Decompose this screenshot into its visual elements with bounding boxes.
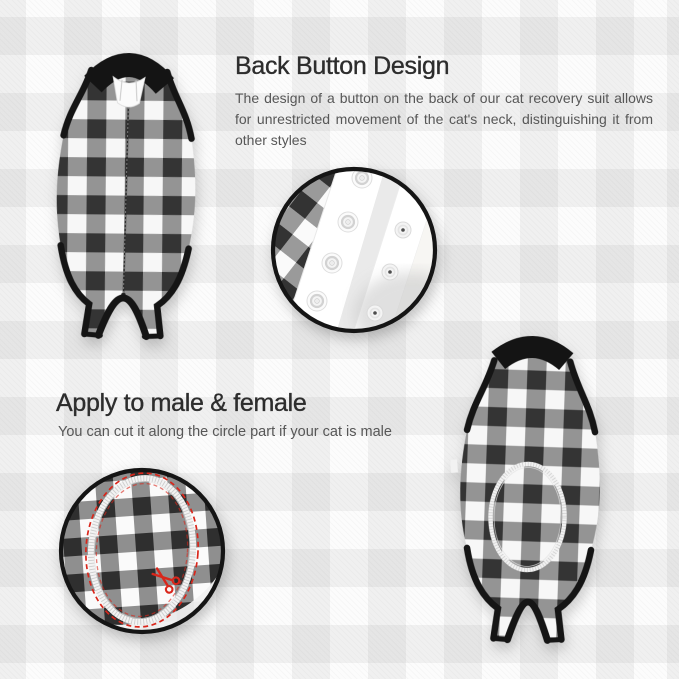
front-suit-body	[53, 53, 199, 338]
snap-button	[395, 222, 411, 238]
snap-button	[307, 291, 327, 311]
gingham-fabric	[58, 467, 226, 635]
snap-button	[367, 305, 383, 321]
button-closeup-photo	[270, 166, 438, 334]
back-suit-photo	[447, 330, 613, 653]
section-description-apply: You can cut it along the circle part if your cat is male	[58, 424, 392, 440]
side-tag	[450, 459, 458, 473]
front-suit-photo	[42, 43, 210, 349]
snap-button	[338, 212, 358, 232]
cut-guide-closeup-photo	[58, 467, 226, 635]
section-title-apply: Apply to male & female	[56, 389, 307, 417]
back-suit-body	[447, 344, 602, 642]
section-title-back-button: Back Button Design	[235, 52, 450, 80]
snap-button	[382, 264, 398, 280]
snap-button	[322, 253, 342, 273]
section-description-back-button: The design of a button on the back of our cat recovery suit allows for unrestricted movement of the cat's neck, distinguishing it from other styles	[235, 90, 653, 148]
